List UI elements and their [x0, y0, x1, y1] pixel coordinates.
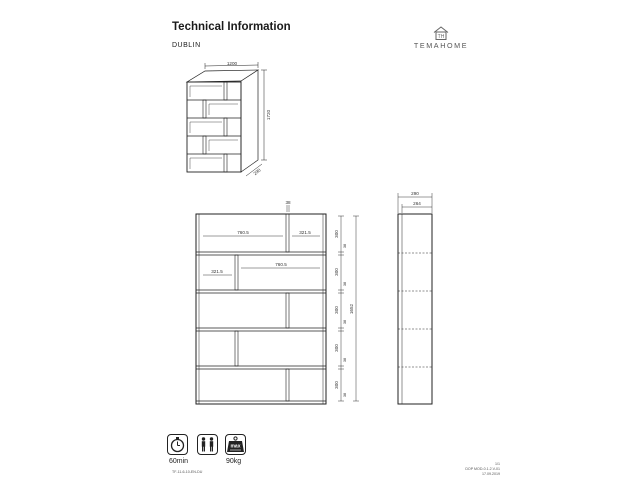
brand-name: TEMAHOME [413, 41, 469, 50]
assembly-time-label: 60min [169, 458, 189, 465]
row2-right-label: 760.5 [275, 262, 287, 267]
shelf-height-2: 300 [334, 268, 339, 276]
board-label-2: 38 [343, 281, 347, 287]
side-view [398, 193, 432, 404]
side-inner-depth-label: 264 [413, 201, 421, 206]
isometric-view [187, 70, 258, 172]
shelf-height-5: 300 [334, 381, 339, 389]
doc-date: 17.09.2019 [482, 472, 500, 476]
side-outer-depth-label: 290 [411, 191, 419, 196]
page-number: 1/1 [495, 462, 500, 466]
svg-text:max: max [230, 443, 241, 450]
shelf-height-4: 300 [334, 344, 339, 352]
front-view [196, 214, 326, 404]
top-board-label: 38 [285, 200, 291, 205]
board-label-5: 38 [343, 392, 347, 398]
board-label-4: 38 [343, 357, 347, 363]
stopwatch-icon [167, 434, 188, 455]
total-height-label: 1652 [349, 303, 354, 315]
row1-left-label: 760.5 [237, 230, 249, 235]
max-load-label: 90kg [226, 458, 242, 465]
doc-reference: DOP MOD-0.1.2.V-01 [465, 467, 500, 471]
shelf-height-1: 300 [334, 230, 339, 238]
document-meta [436, 462, 500, 477]
row1-right-label: 321.5 [299, 230, 311, 235]
weight-icon [225, 434, 246, 455]
board-label-1: 38 [343, 243, 347, 249]
iso-width-label: 1200 [226, 61, 238, 66]
shelf-height-3: 300 [334, 306, 339, 314]
page-title: Technical Information [172, 21, 291, 33]
board-label-3: 38 [343, 319, 347, 325]
iso-height-label: 1720 [266, 109, 271, 121]
two-persons-icon [197, 434, 218, 455]
product-name: DUBLIN [172, 42, 201, 49]
document-code: TF-11-6-10-EN-DU [172, 470, 203, 474]
row2-left-label: 321.5 [211, 269, 223, 274]
iso-depth-label: 290 [252, 167, 262, 177]
svg-text:TH: TH [437, 34, 445, 40]
